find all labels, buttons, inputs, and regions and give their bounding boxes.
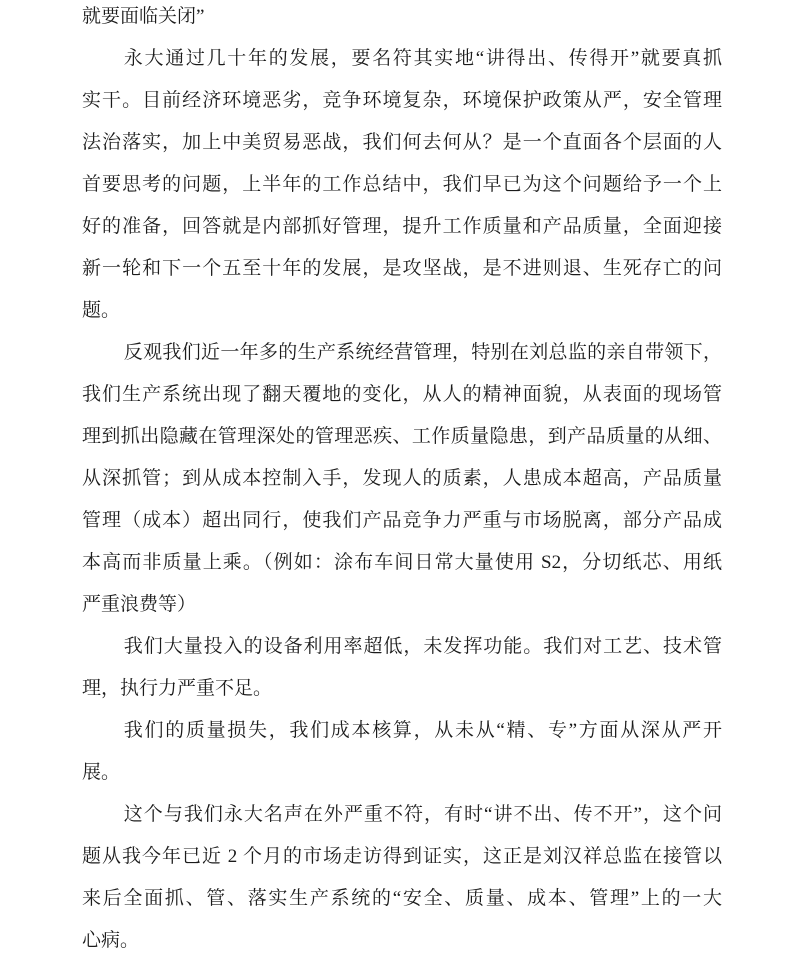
text-line: 管理（成本）超出同行，使我们产品竞争力严重与市场脱离，部分产品成: [82, 510, 722, 531]
text-line: 理到抓出隐藏在管理深处的管理恶疾、工作质量隐患，到产品质量的从细、: [82, 426, 722, 447]
text-line: 好的准备，回答就是内部抓好管理，提升工作质量和产品质量，全面迎接: [82, 216, 722, 237]
text-line: 就要面临关闭”: [82, 6, 205, 27]
text-line: 从深抓管；到从成本控制入手，发现人的质素，人患成本超高，产品质量: [82, 468, 722, 489]
text-line: 来后全面抓、管、落实生产系统的“安全、质量、成本、管理”上的一大: [82, 888, 722, 909]
text-line: 实干。目前经济环境恶劣，竞争环境复杂，环境保护政策从严，安全管理: [82, 90, 722, 111]
text-line: 心病。: [82, 930, 140, 951]
text-line: 我们的质量损失，我们成本核算，从未从“精、专”方面从深从严开: [123, 720, 722, 741]
text-line: 首要思考的问题，上半年的工作总结中，我们早已为这个问题给予一个上: [82, 174, 722, 195]
text-line: 题。: [82, 300, 121, 321]
text-line: 本高而非质量上乘。（例如：涂布车间日常大量使用 S2，分切纸芯、用纸: [82, 552, 722, 573]
text-line: 我们生产系统出现了翻天覆地的变化，从人的精神面貌，从表面的现场管: [82, 384, 722, 405]
text-line: 题从我今年已近 2 个月的市场走访得到证实，这正是刘汉祥总监在接管以: [82, 846, 722, 867]
text-line: 永大通过几十年的发展，要名符其实地“讲得出、传得开”就要真抓: [123, 48, 722, 69]
text-line: 反观我们近一年多的生产系统经营管理，特别在刘总监的亲自带领下，: [123, 342, 722, 363]
text-line: 新一轮和下一个五至十年的发展，是攻坚战，是不进则退、生死存亡的问: [82, 258, 722, 279]
text-line: 我们大量投入的设备利用率超低，未发挥功能。我们对工艺、技术管: [123, 636, 722, 657]
text-line: 展。: [82, 762, 121, 783]
text-line: 严重浪费等）: [82, 594, 197, 615]
text-line: 法治落实，加上中美贸易恶战，我们何去何从？是一个直面各个层面的人: [82, 132, 722, 153]
text-line: 这个与我们永大名声在外严重不符，有时“讲不出、传不开”，这个问: [123, 804, 722, 825]
text-line: 理，执行力严重不足。: [82, 678, 273, 699]
document-text-block: [82, 0, 722, 953]
